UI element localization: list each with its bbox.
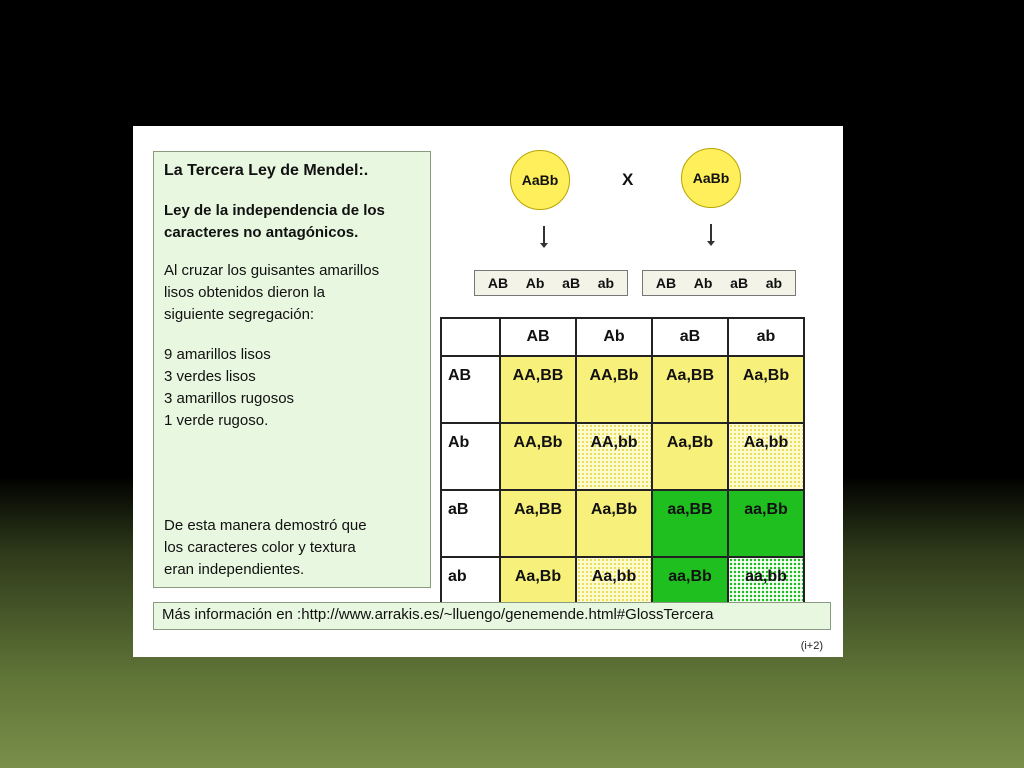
conclusion (164, 515, 424, 581)
row-header: AB (441, 356, 500, 423)
genotype-cell: Aa,Bb (500, 557, 576, 624)
gamete: aB (562, 275, 581, 291)
genotype-cell: aa,BB (652, 490, 728, 557)
gamete: ab (597, 275, 615, 291)
column-header: AB (500, 318, 576, 356)
genotype-cell: Aa,Bb (728, 356, 804, 423)
law-subtitle (164, 200, 420, 244)
punnett-square (440, 317, 805, 625)
subtitle-line: Ley de la independencia de los (164, 202, 385, 219)
result-item: 3 verdes lisos (164, 368, 256, 385)
column-header: Ab (576, 318, 652, 356)
genotype-cell: Aa,bb (576, 557, 652, 624)
gamete: aB (730, 275, 749, 291)
genotype-cell: Aa,bb (728, 423, 804, 490)
row-header: aB (441, 490, 500, 557)
description-line: lisos obtenidos dieron la (164, 284, 325, 301)
genotype-cell: Aa,BB (500, 490, 576, 557)
gametes-parent2 (642, 270, 796, 296)
slide-title: La Tercera Ley de Mendel:. (164, 162, 369, 179)
cross-description (164, 260, 420, 326)
genotype-cell: Aa,Bb (652, 423, 728, 490)
row-header: ab (441, 557, 500, 624)
genotype-cell: AA,Bb (576, 356, 652, 423)
genotype-cell: AA,Bb (500, 423, 576, 490)
gamete: Ab (693, 275, 713, 291)
conclusion-line: los caracteres color y textura (164, 539, 356, 556)
cross-symbol: X (622, 170, 634, 189)
down-arrow-icon (710, 224, 712, 242)
parent1-circle: AaBb (510, 150, 570, 210)
conclusion-line: De esta manera demostró que (164, 517, 367, 534)
result-item: 1 verde rugoso. (164, 412, 269, 429)
column-header: ab (728, 318, 804, 356)
genotype-cell: AA,BB (500, 356, 576, 423)
gamete: AB (655, 275, 677, 291)
column-header: aB (652, 318, 728, 356)
result-item: 9 amarillos lisos (164, 346, 271, 363)
more-info-link[interactable]: Más información en :http://www.arrakis.es/~lluengo/genemende.html#GlossTercera (153, 602, 831, 630)
gamete: Ab (525, 275, 545, 291)
gametes-parent1 (474, 270, 628, 296)
explanation-box (153, 151, 431, 588)
conclusion-line: eran independientes. (164, 561, 305, 578)
result-item: 3 amarillos rugosos (164, 390, 295, 407)
page-number: (i+2) (800, 640, 823, 652)
slide (133, 126, 843, 657)
description-line: Al cruzar los guisantes amarillos (164, 262, 380, 279)
parent2-circle: AaBb (681, 148, 741, 208)
genotype-cell: aa,Bb (728, 490, 804, 557)
description-line: siguiente segregación: (164, 306, 315, 323)
corner-cell (441, 318, 500, 356)
down-arrow-icon (543, 226, 545, 244)
genotype-cell: Aa,BB (652, 356, 728, 423)
gamete: AB (487, 275, 509, 291)
genotype-cell: Aa,Bb (576, 490, 652, 557)
row-header: Ab (441, 423, 500, 490)
genotype-cell: aa,Bb (652, 557, 728, 624)
subtitle-line: caracteres no antagónicos. (164, 224, 359, 241)
genotype-cell: aa,bb (728, 557, 804, 624)
gamete: ab (765, 275, 783, 291)
genotype-cell: AA,bb (576, 423, 652, 490)
segregation-results (164, 344, 420, 432)
